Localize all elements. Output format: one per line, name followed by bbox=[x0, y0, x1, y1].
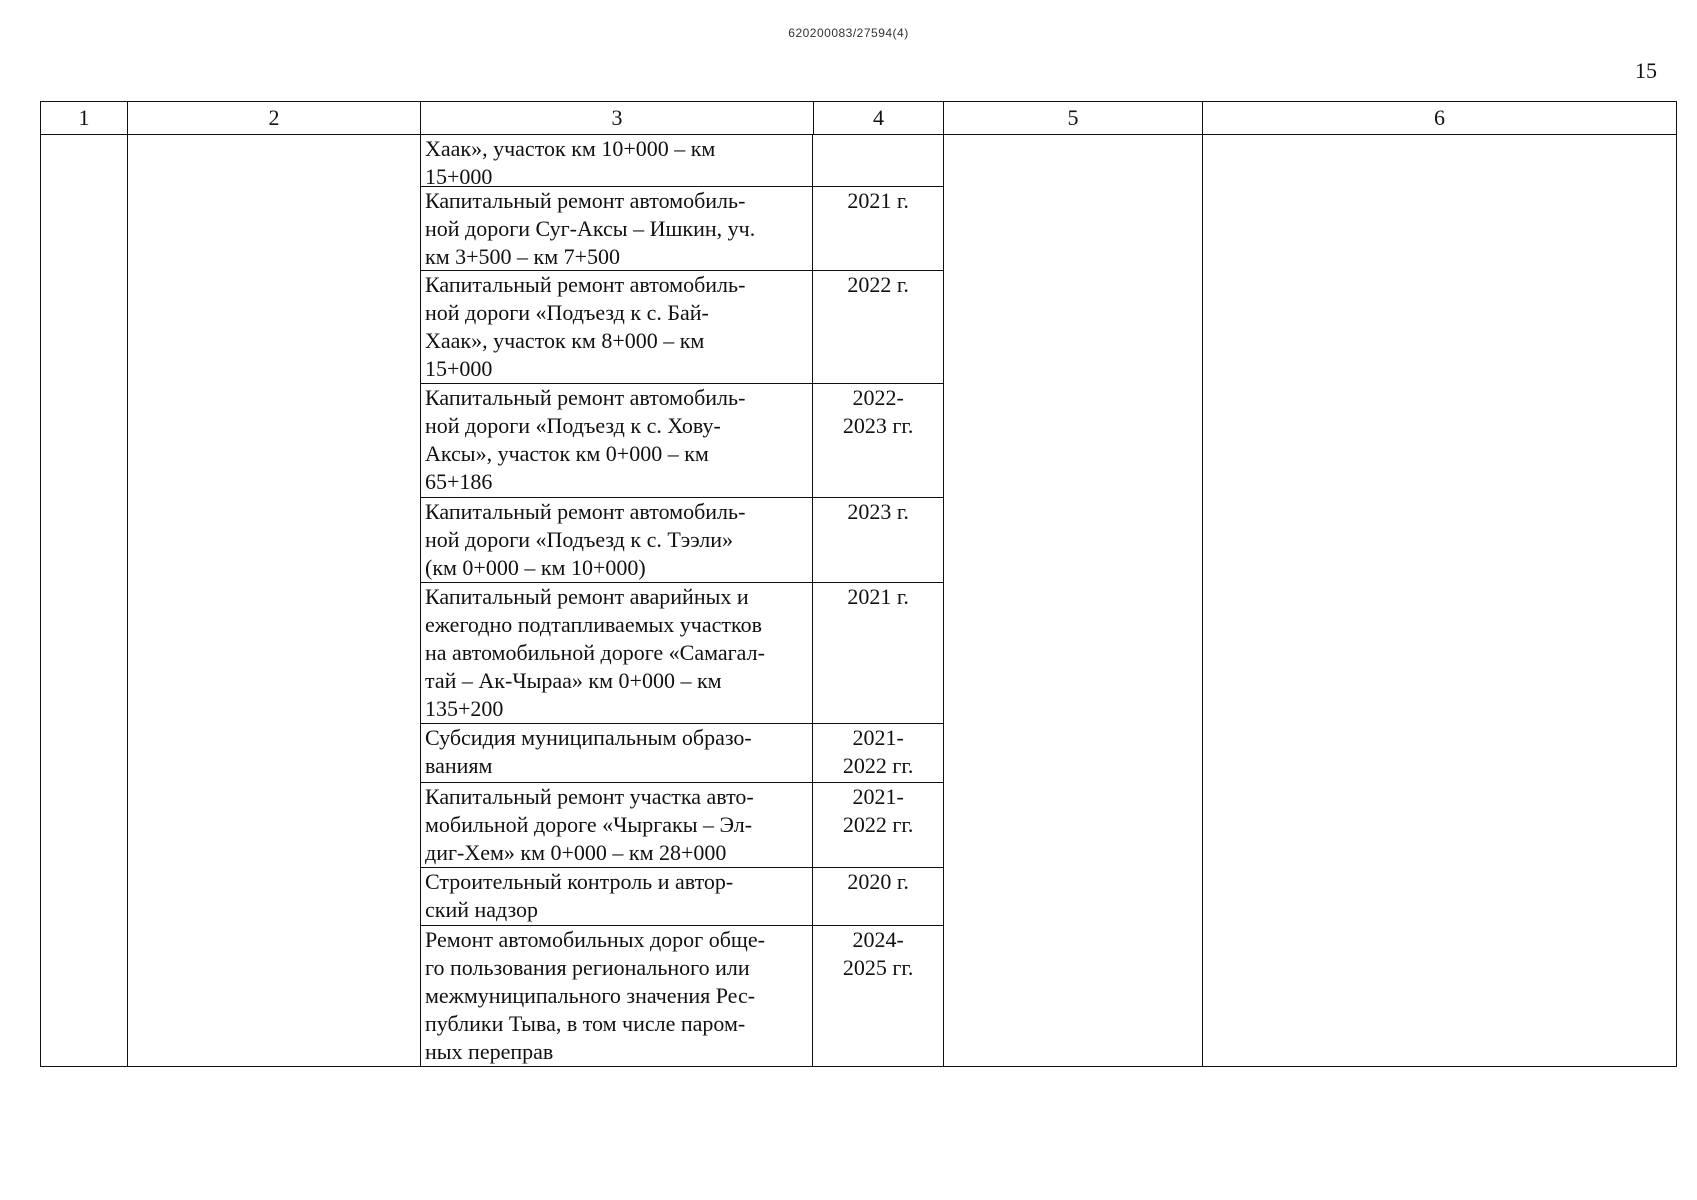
column-header-6: 6 bbox=[1434, 105, 1445, 130]
column-2-cell bbox=[128, 135, 421, 1066]
column-6-cell bbox=[1203, 135, 1676, 1066]
work-period: 2024- 2025 гг. bbox=[842, 927, 914, 981]
work-description: Строительный контроль и автор- ский надзор bbox=[421, 868, 813, 925]
page-number: 15 bbox=[1635, 58, 1657, 83]
work-period: 2022- 2023 гг. bbox=[842, 385, 914, 439]
work-period: 2021 г. bbox=[847, 584, 909, 610]
table-row bbox=[421, 724, 943, 783]
work-description: Ремонт автомобильных дорог обще- го пользования регионального или межмуниципального значения Рес- публики Тыва, в том числе паром- ных переправ bbox=[421, 926, 813, 1066]
work-description: Субсидия муниципальным образо- ваниям bbox=[421, 724, 813, 782]
column-header-5: 5 bbox=[944, 102, 1203, 134]
table-row bbox=[421, 187, 943, 271]
column-header-4: 4 bbox=[814, 102, 944, 134]
table-row bbox=[421, 868, 943, 926]
work-period: 2023 г. bbox=[847, 498, 909, 524]
work-description: Капитальный ремонт участка авто- мобильной дороге «Чыргакы – Эл- диг-Хем» км 0+000 – км 28+000 bbox=[421, 783, 813, 868]
work-description: Капитальный ремонт автомобиль- ной дороги «Подъезд к с. Тээли» (км 0+000 – км 10+000) bbox=[421, 498, 813, 583]
column-5-cell bbox=[944, 135, 1203, 1066]
work-period: 2022 г. bbox=[847, 272, 909, 297]
work-period bbox=[813, 135, 943, 186]
work-period: 2020 г. bbox=[847, 869, 909, 895]
table-row bbox=[421, 135, 943, 187]
column-header-1: 1 bbox=[41, 102, 128, 134]
table-row bbox=[421, 271, 943, 384]
column-header-3: 3 bbox=[421, 102, 814, 134]
work-description: Капитальный ремонт автомобиль- ной дороги «Подъезд к с. Хову- Аксы», участок км 0+000 – км 65+186 bbox=[421, 384, 813, 496]
work-description: Капитальный ремонт автомобиль- ной дороги Суг-Аксы – Ишкин, уч. км 3+500 – км 7+500 bbox=[421, 187, 813, 270]
table-row bbox=[421, 583, 943, 724]
work-items-column bbox=[421, 135, 944, 1066]
work-description: Капитальный ремонт аварийных и ежегодно подтапливаемых участков на автомобильной дороге «Самагал- тай – Ак-Чыраа» км 0+000 – км 135+200 bbox=[421, 583, 813, 723]
table-row bbox=[421, 783, 943, 869]
work-description: Капитальный ремонт автомобиль- ной дороги «Подъезд к с. Бай- Хаак», участок км 8+000 – км 15+000 bbox=[421, 271, 813, 383]
work-description: Хаак», участок км 10+000 – км 15+000 bbox=[421, 135, 813, 186]
column-1-cell bbox=[41, 135, 128, 1066]
column-header-2: 2 bbox=[128, 102, 421, 134]
table-row bbox=[421, 498, 943, 584]
table-body bbox=[41, 135, 1676, 1066]
work-period: 2021- 2022 гг. bbox=[842, 783, 914, 837]
table-row bbox=[421, 384, 943, 497]
work-period: 2021- 2022 гг. bbox=[842, 725, 914, 779]
table-header-row bbox=[41, 102, 1676, 135]
data-table bbox=[40, 101, 1677, 1067]
table-row bbox=[421, 926, 943, 1066]
document-id: 620200083/27594(4) bbox=[788, 26, 909, 40]
work-period: 2021 г. bbox=[847, 188, 909, 213]
